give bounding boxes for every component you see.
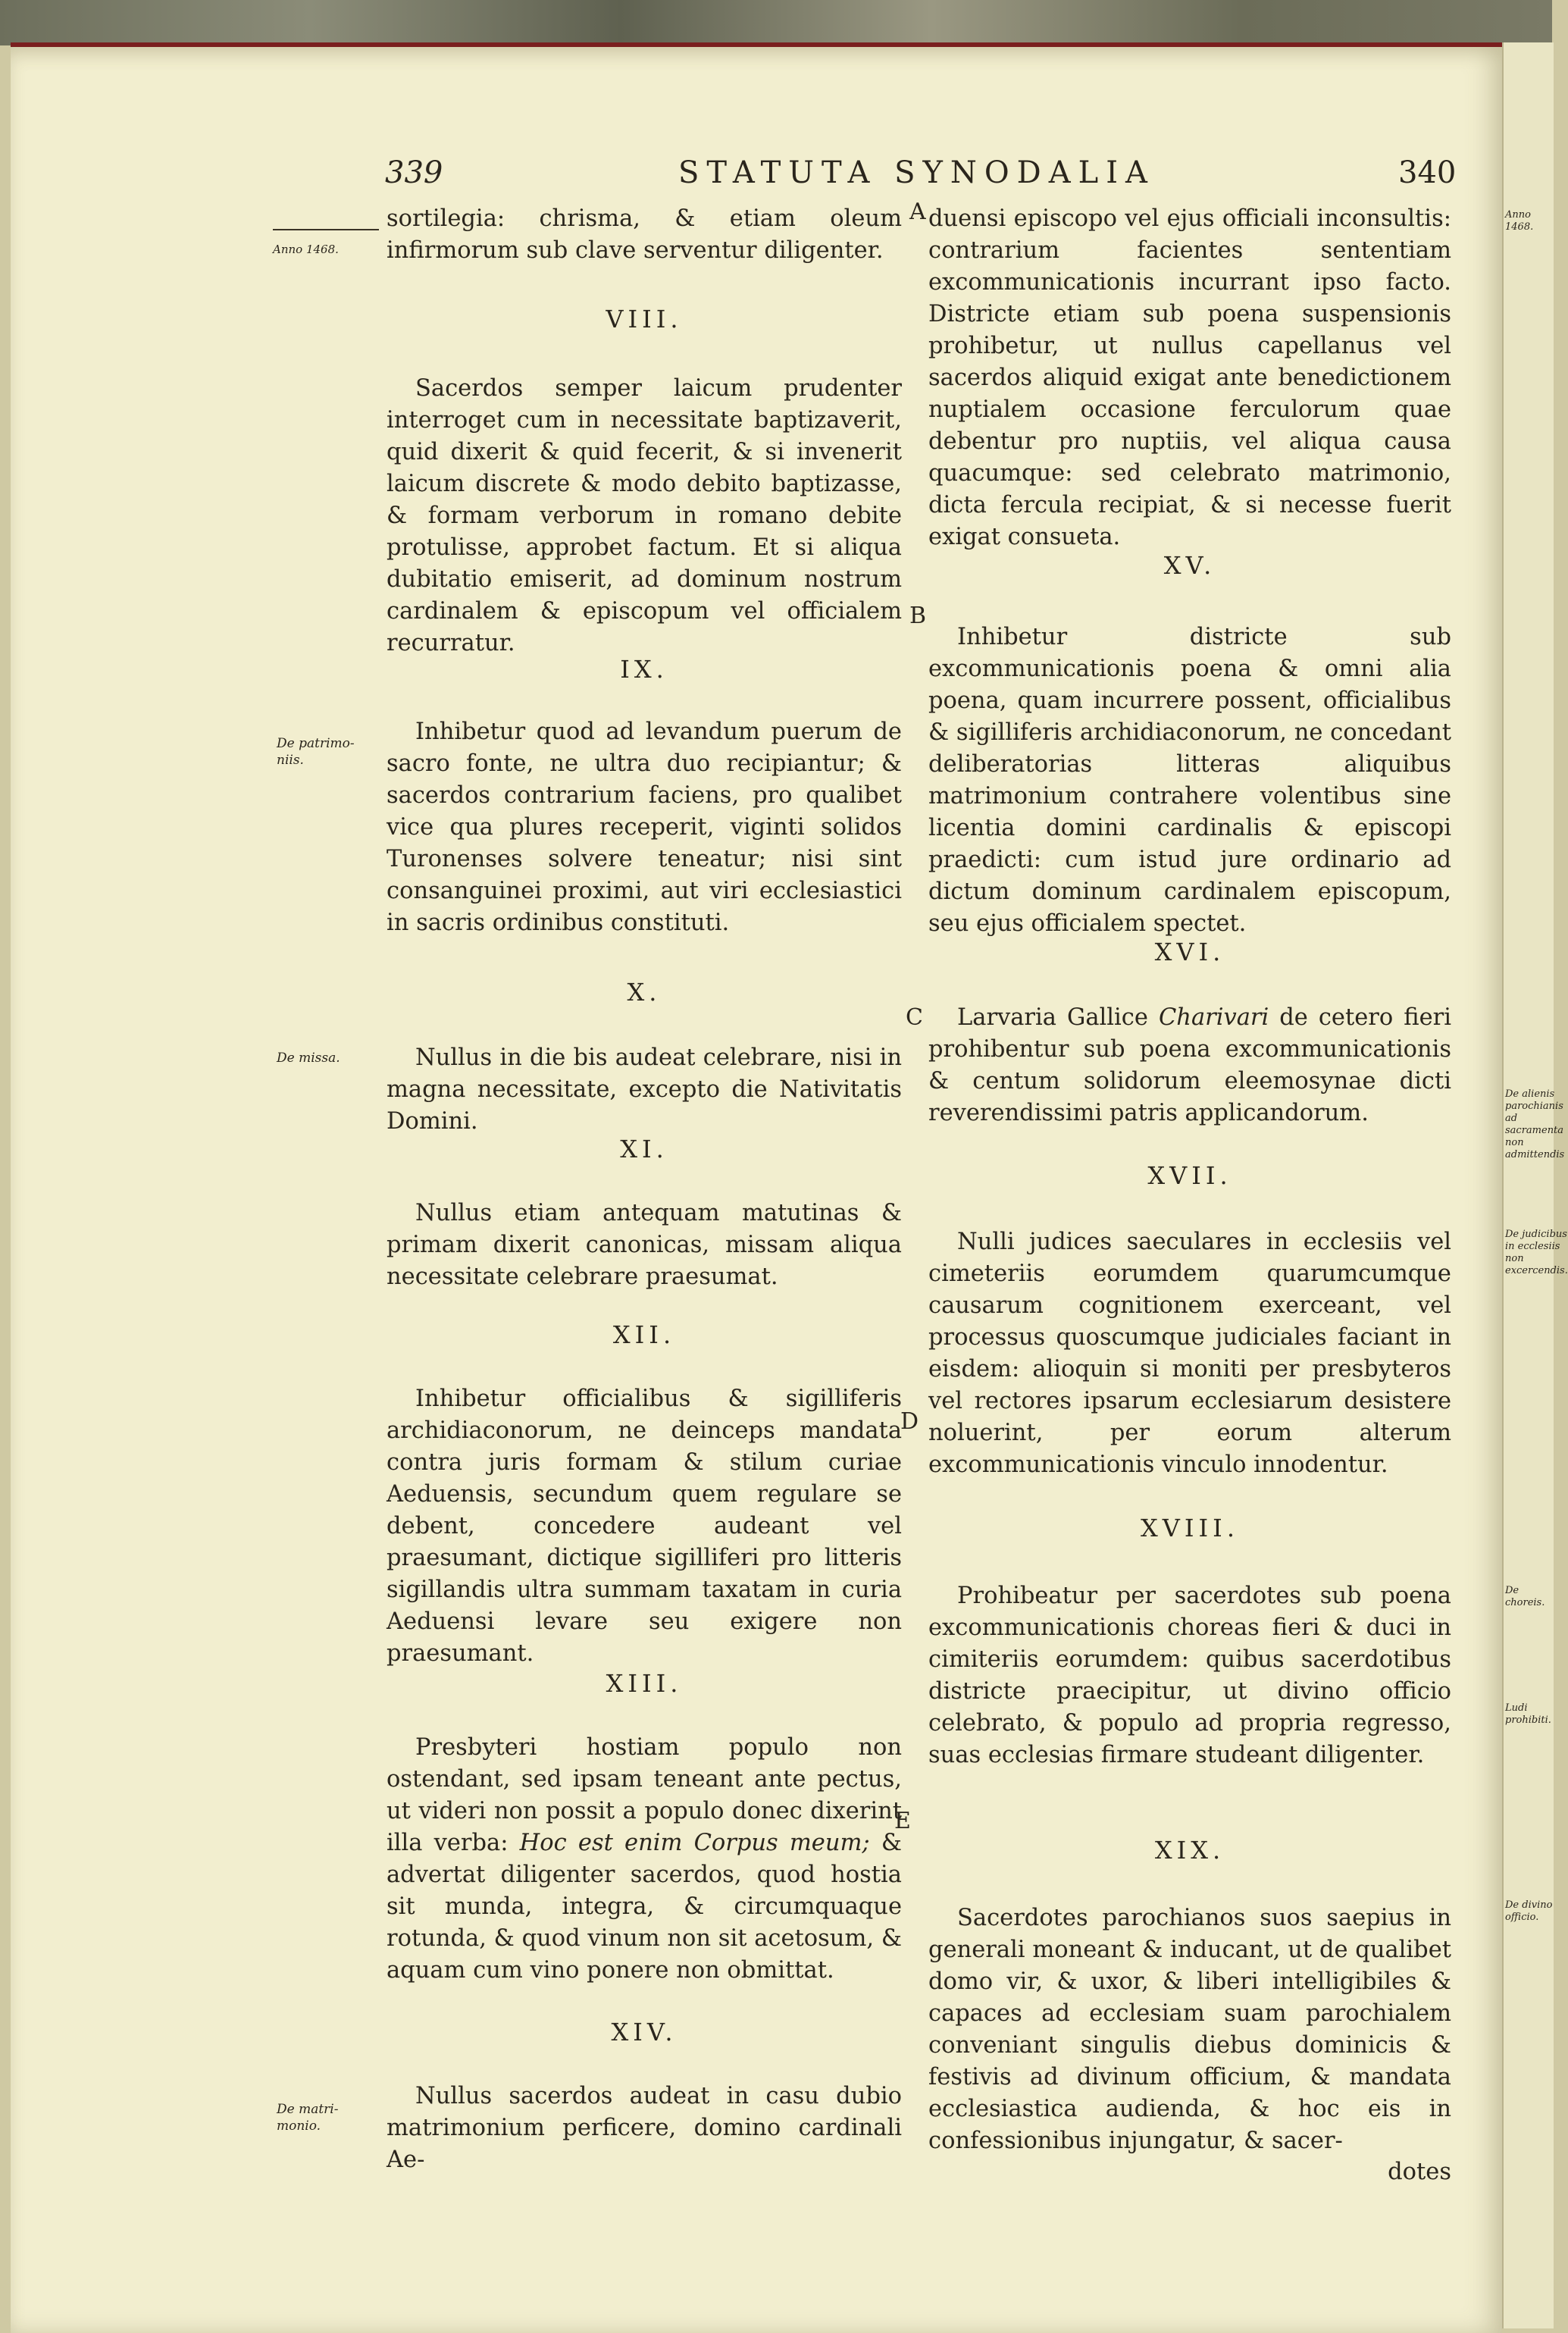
next-margin-note-1: De alienis parochianis ad sacramenta non admittendis [1505,1088,1565,1160]
column-letter-c: C [906,1004,923,1031]
xvi-text-b: de cetero fieri prohibentur sub poena excommunicationis & centum solidorum eleemosynae dicti reverendissimi patris applicandorum. [928,1004,1451,1126]
paragraph-xix: Sacerdotes parochianos suos saepius in generali moneant & inducant, ut de qualibet domo vir, & uxor, & liberi intelligibiles & capaces ad ecclesiam suam parochialem conveniant singulis diebus dominicis & festivis ad divinum officium, & mandata ecclesiastica audienda, & hoc eis in confessionibus injungatur, & sacer- [928,1905,1451,2154]
margin-note-matrimonio: De matri- monio. [277,2102,339,2134]
paragraph-xvi [928,1002,1451,1129]
margin-year: Anno 1468. [273,243,339,256]
paragraph-xvii: Nulli judices saeculares in ecclesiis vel cimeteriis eorumdem quarumcumque causarum cognitionem exerceant, vel processus quoscumque judiciales faciant in eisdem: alioquin si moniti per presbyteros vel rectores ipsarum ecclesiarum desistere noluerint, per eorum alterum excommunicationis vinculo innodentur. [928,1229,1451,1478]
catchword: dotes [1388,2159,1451,2185]
paragraph-xiii [387,1732,902,1987]
margin-note-patrimoniis: De patrimo- niis. [277,736,355,768]
xvi-italic: Charivari [1158,1004,1269,1031]
next-margin-note-4: Ludi prohibiti. [1505,1702,1551,1726]
heading-xi: XI. [620,1135,668,1163]
heading-x: X. [627,978,662,1007]
xiii-quote: Hoc est enim Corpus meum; [519,1830,870,1856]
paragraph-viii: Sacerdos semper laicum prudenter interroget cum in necessitate baptizaverit, quid dixerit & quid fecerit, & si invenerit laicum discrete & modo debito baptizasse, & formam verborum in romano debite protulisse, approbet factum. Et si aliqua dubitatio emiserit, ad dominum nostrum cardinalem & episcopum vel officialem recurratur. [387,375,902,656]
heading-xii: XII. [612,1320,676,1349]
paragraph-x: Nullus in die bis audeat celebrare, nisi in magna necessitate, excepto die Nativitatis Domini. [387,1044,902,1135]
paragraph-xiv: Nullus sacerdos audeat in casu dubio matrimonium perficere, domino cardinali Ae- [387,2083,902,2173]
next-margin-note-3: De choreis. [1505,1585,1545,1608]
heading-ix: IX. [620,655,668,684]
next-margin-note-5: De divino officio. [1505,1899,1553,1923]
paragraph-xi: Nullus etiam antequam matutinas & primam dixerit canonicas, missam aliqua necessitate celebrare praesumat. [387,1200,902,1290]
paragraph-xv: Inhibetur districte sub excommunicationis poena & omni alia poena, quam incurrere possent, officialibus & sigilliferis archidiaconorum, ne concedant deliberatorias litteras aliquibus matrimonium contrahere volentibus sine licentia domini cardinalis & episcopi praedicti: cum istud jure ordinario ad dictum dominum cardinalem episcopum, seu ejus officialem spectet. [928,624,1451,937]
xvi-text-a: Larvaria Gallice [957,1004,1148,1031]
column-letter-e: E [894,1808,911,1834]
year-rule [273,229,379,230]
heading-xvi: XVI. [1154,938,1225,966]
xiii-text-a: Presbyteri hostiam populo non ostendant, sed ipsam teneant ante pectus, ut videri non possit a populo donec dixerint illa verba: [387,1734,902,1856]
next-page-edge [1502,42,1568,2328]
column-letter-a: A [909,199,926,225]
running-title: STATUTA SYNODALIA [678,155,1155,190]
heading-xviii: XVIII. [1141,1514,1239,1542]
column-letter-d: D [900,1408,919,1435]
next-margin-note-2: De judicibus in ecclesiis non excercendis. [1505,1229,1568,1276]
xiii-text-b: & advertat diligenter sacerdos, quod hostia sit munda, integra, & circumquaque rotunda, & quod vinum non sit acetosum, & aquam cum vino ponere non obmittat. [387,1830,903,1984]
column-letter-b: B [909,603,927,629]
paragraph-ix: Inhibetur quod ad levandum puerum de sacro fonte, ne ultra duo recipiantur; & sacerdos contrarium faciens, pro qualibet vice qua plures receperit, viginti solidos Turonenses solvere teneatur; nisi sint consanguinei proximi, aut viri ecclesiastici in sacris ordinibus constituti. [387,719,902,936]
paragraph-xii: Inhibetur officialibus & sigilliferis archidiaconorum, ne deinceps mandata contra juris formam & stilum curiae Aeduensis, secundum quem regulare se debent, concedere audeant vel praesumant, dictique sigilliferi pro litteris sigillandis ultra summam taxatam in curia Aeduensi levare seu exigere non praesumant. [387,1386,902,1667]
paragraph-xviii: Prohibeatur per sacerdotes sub poena excommunicationis choreas fieri & duci in cimiteriis eorumdem: quibus sacerdotibus districte praecipitur, ut divino officio celebrato, & populo ad propria regresso, suas ecclesias firmare studeant diligenter. [928,1583,1451,1768]
heading-xv: XV. [1163,551,1216,580]
page-number-right: 340 [1398,155,1457,190]
background-strip [0,0,1552,45]
next-margin-anno: Anno 1468. [1505,209,1534,233]
heading-xix: XIX. [1154,1836,1225,1865]
left-opening: sortilegia: chrisma, & etiam oleum infirmorum sub clave serventur diligenter. [387,205,902,264]
margin-note-missa: De missa. [277,1051,340,1066]
right-opening: duensi episcopo vel ejus officiali inconsultis: contrarium facientes sententiam excommunicationis incurrant ipso facto. Districte etiam sub poena suspensionis prohibetur, ut nullus capellanus vel sacerdos aliquid exigat ante benedictionem nuptialem occasione ferculorum quae debentur pro nuptiis, vel aliqua causa quacumque: sed celebrato matrimonio, dicta fercula recipiat, & si necesse fuerit exigat consueta. [928,205,1451,550]
heading-xiii: XIII. [606,1669,683,1698]
heading-xiv: XIV. [611,2018,678,2046]
page-number-left: 339 [385,155,443,190]
heading-viii: VIII. [606,305,683,334]
heading-xvii: XVII. [1147,1161,1232,1190]
